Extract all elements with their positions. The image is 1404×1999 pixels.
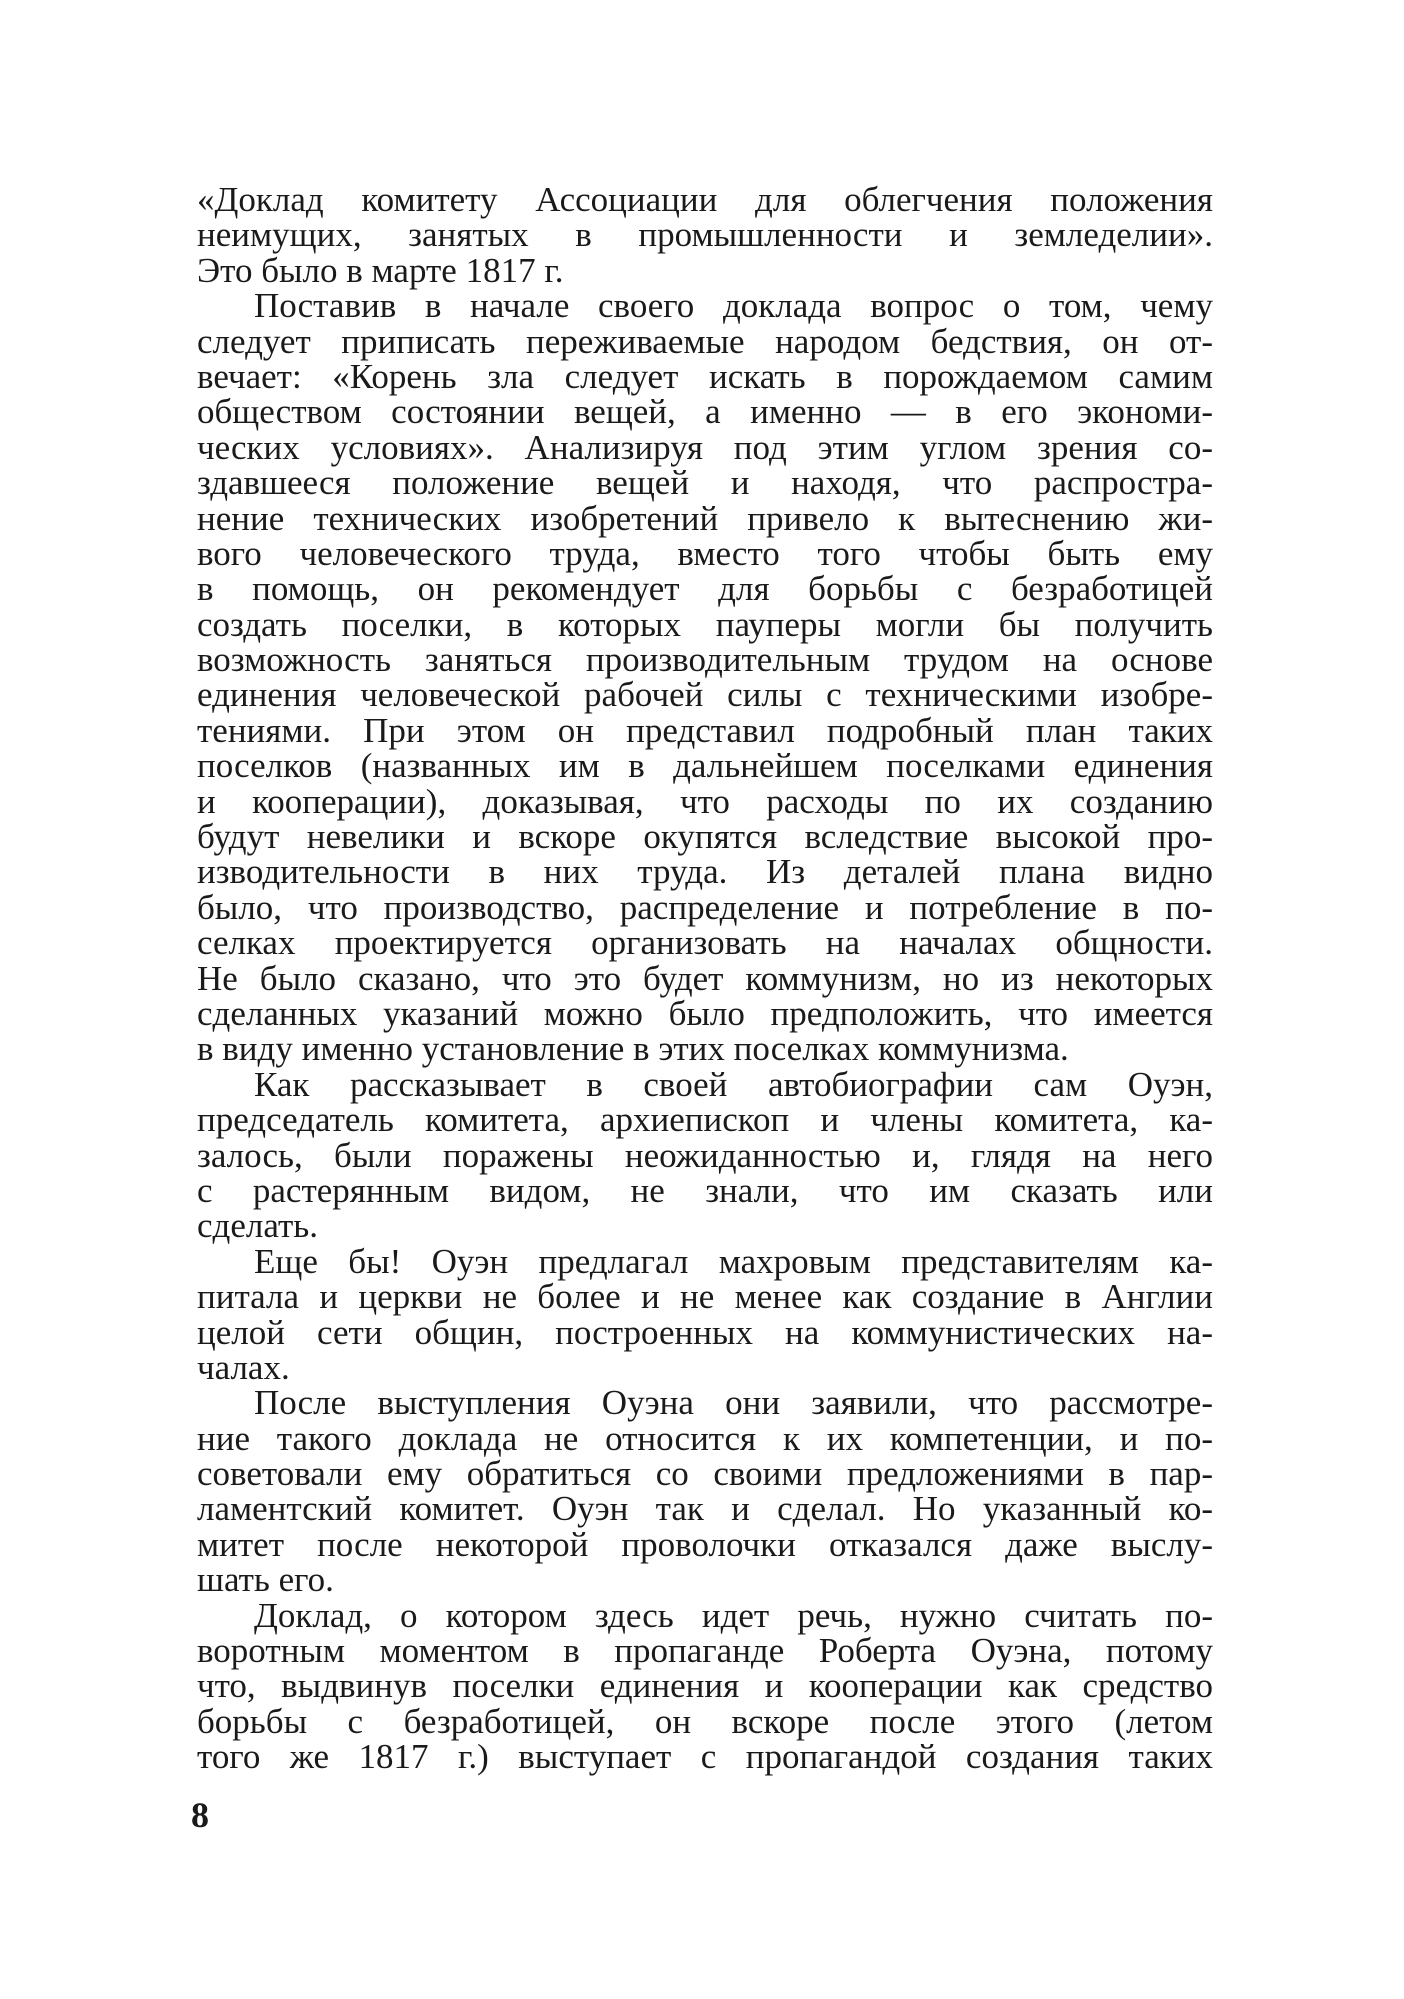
text-line: шать его. [197, 1560, 334, 1600]
text-line: председатель комитета, архиепископ и члены комитета, ка- [197, 1100, 1213, 1140]
text-line: Поставив в начале своего доклада вопрос о том, чему [254, 286, 1213, 326]
text-line: Это было в марте 1817 г. [197, 250, 564, 290]
text-line: того же 1817 г.) выступает с пропагандой создания таких [197, 1737, 1213, 1777]
text-line: неимущих, занятых в промышленности и земледелии». [197, 215, 1213, 255]
text-line: возможность заняться производительным трудом на основе [197, 640, 1213, 680]
text-line: было, что производство, распределение и потребление в по- [197, 887, 1213, 927]
page-number: 8 [191, 1795, 209, 1835]
text-line: селках проектируется организовать на началах общности. [197, 923, 1213, 963]
text-line: и кооперации), доказывая, что расходы по их созданию [197, 781, 1213, 821]
text-line: ческих условиях». Анализируя под этим углом зрения со- [197, 427, 1213, 467]
text-line: целой сети общин, построенных на коммунистических на- [197, 1312, 1213, 1352]
text-line: вого человеческого труда, вместо того чтобы быть ему [197, 533, 1213, 573]
text-line: Еще бы! Оуэн предлагал махровым представителям ка- [254, 1241, 1213, 1281]
text-line: вечает: «Корень зла следует искать в порождаемом самим [197, 356, 1213, 396]
text-line: Не было сказано, что это будет коммунизм, но из некоторых [197, 958, 1213, 998]
text-line: единения человеческой рабочей силы с техническими изобре- [197, 675, 1213, 715]
text-line: Как рассказывает в своей автобиографии сам Оуэн, [254, 1064, 1213, 1104]
text-line: нение технических изобретений привело к вытеснению жи- [197, 498, 1213, 538]
text-line: здавшееся положение вещей и находя, что распростра- [197, 463, 1213, 503]
text-line: что, выдвинув поселки единения и кооперации как средство [197, 1666, 1213, 1706]
text-line: борьбы с безработицей, он вскоре после этого (летом [197, 1701, 1213, 1741]
text-line: чалах. [197, 1347, 290, 1387]
text-line: залось, были поражены неожиданностью и, глядя на него [197, 1135, 1213, 1175]
text-line: «Доклад комитету Ассоциации для облегчения положения [197, 180, 1213, 219]
text-line: советовали ему обратиться со своими предложениями в пар- [197, 1454, 1213, 1494]
text-line: с растерянным видом, не знали, что им сказать или [197, 1170, 1213, 1210]
text-line: питала и церкви не более и не менее как создание в Англии [197, 1277, 1213, 1317]
text-line: в помощь, он рекомендует для борьбы с безработицей [197, 569, 1213, 609]
text-line: изводительности в них труда. Из деталей плана видно [197, 852, 1213, 892]
text-line: следует приписать переживаемые народом бедствия, он от- [197, 321, 1213, 361]
text-line: тениями. При этом он представил подробный план таких [197, 710, 1213, 750]
text-line: сделанных указаний можно было предположить, что имеется [197, 993, 1213, 1033]
text-line: После выступления Оуэна они заявили, что рассмотре- [254, 1383, 1213, 1423]
text-line: ние такого доклада не относится к их компетенции, и по- [197, 1418, 1213, 1458]
text-line: обществом состоянии вещей, а именно — в его экономи- [197, 392, 1213, 432]
text-line: Доклад, о котором здесь идет речь, нужно считать по- [254, 1595, 1213, 1635]
text-line: поселков (названных им в дальнейшем поселками единения [197, 746, 1213, 786]
text-line: сделать. [197, 1206, 318, 1246]
text-line: будут невелики и вскоре окупятся вследствие высокой про- [197, 817, 1213, 857]
text-line: в виду именно установление в этих поселках коммунизма. [197, 1029, 1069, 1069]
body-text [197, 182, 1213, 1775]
text-line: воротным моментом в пропаганде Роберта Оуэна, потому [197, 1631, 1213, 1671]
text-line: создать поселки, в которых пауперы могли бы получить [197, 604, 1213, 644]
text-line: митет после некоторой проволочки отказался даже выслу- [197, 1524, 1213, 1564]
text-line: ламентский комитет. Оуэн так и сделал. Но указанный ко- [197, 1489, 1213, 1529]
